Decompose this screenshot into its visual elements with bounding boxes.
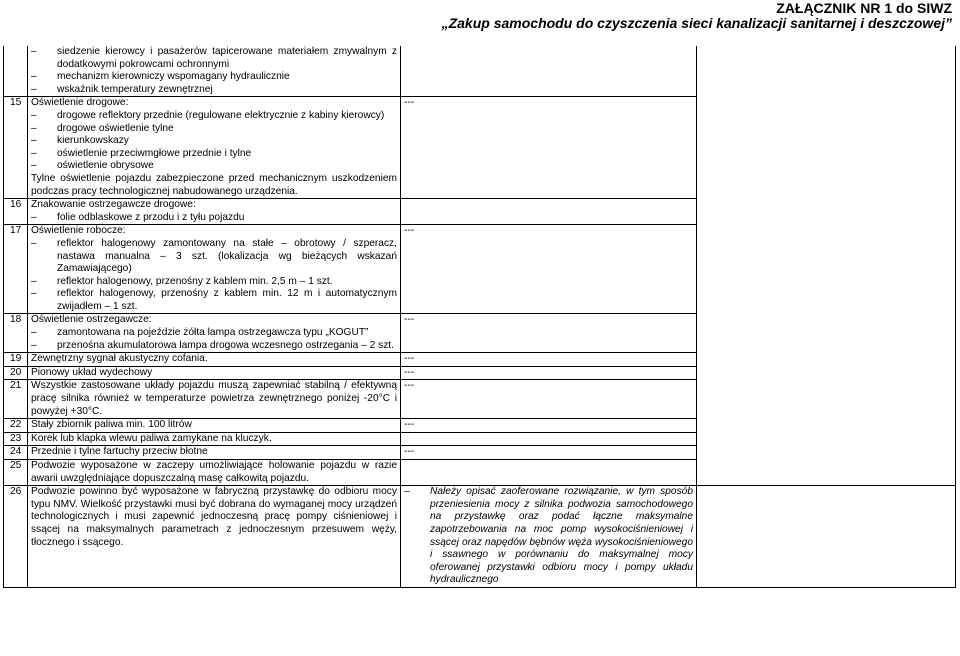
specification-table <box>3 46 956 588</box>
dash-bullet-icon: – <box>31 135 37 147</box>
annex-number: ZAŁĄCZNIK NR 1 do SIWZ <box>776 0 952 16</box>
row-number: 22 <box>4 419 28 433</box>
requirement-title: Przednie i tylne fartuchy przeciw błotne <box>31 446 208 458</box>
requirement-cell <box>28 366 401 380</box>
row-number: 17 <box>4 225 28 314</box>
row-number: 21 <box>4 380 28 419</box>
requirement-title: Znakowanie ostrzegawcze drogowe: <box>31 199 196 211</box>
dash-bullet-icon: – <box>31 109 37 121</box>
row-number <box>4 46 28 97</box>
dash-bullet-icon: – <box>31 339 37 351</box>
row-number: 23 <box>4 432 28 446</box>
dash-bullet-icon: – <box>31 122 37 134</box>
row-number: 24 <box>4 446 28 460</box>
row-number: 15 <box>4 97 28 199</box>
requirement-cell <box>28 97 401 199</box>
requirement-note: Tylne oświetlenie pojazdu zabezpieczone przed mechanicznym uszkodzeniem podczas pracy technologicznej nabudowanego urządzenia. <box>31 172 397 197</box>
offer-cell: --- <box>401 419 697 433</box>
requirement-title: Pionowy układ wydechowy <box>31 366 153 378</box>
table-row <box>4 486 956 588</box>
requirement-title: Oświetlenie ostrzegawcze: <box>31 314 152 326</box>
offer-cell: --- <box>401 353 697 367</box>
requirement-cell <box>28 380 401 419</box>
list-item: – mechanizm kierowniczy wspomagany hydraulicznie <box>31 71 290 83</box>
list-item: – reflektor halogenowy, przenośny z kablem min. 2,5 m – 1 szt. <box>31 275 333 287</box>
dash-bullet-icon: – <box>31 275 37 287</box>
list-item: – Należy opisać zaoferowane rozwiązanie, w tym sposób przeniesienia mocy z silnika podwozia samochodowego na przystawkę oraz podać łączne maksymalne zapotrzebowania na moc pomp wysokociśnieniowej i ssącej oraz napędów bębnów węża wysokociśnieniowego i ssawnego w porównaniu do maksymalnej mocy oferowanej przystawki odbioru mocy i pompy układu hydraulicznego <box>404 486 693 586</box>
requirement-cell <box>28 432 401 446</box>
row-number: 25 <box>4 460 28 486</box>
offer-cell: --- <box>401 366 697 380</box>
dash-bullet-icon: – <box>404 486 410 498</box>
dash-bullet-icon: – <box>31 46 37 57</box>
requirement-title: Korek lub klapka wlewu paliwa zamykane na kluczyk. <box>31 432 272 444</box>
requirement-title: Stały zbiornik paliwa min. 100 litrów <box>31 419 192 431</box>
row-number: 19 <box>4 353 28 367</box>
requirement-title: Oświetlenie drogowe: <box>31 97 129 109</box>
requirement-title: Zewnętrzny sygnał akustyczny cofania. <box>31 353 208 365</box>
remarks-cell <box>697 46 956 486</box>
offer-cell <box>401 460 697 486</box>
offer-cell <box>401 199 697 225</box>
requirement-cell <box>28 353 401 367</box>
requirement-cell <box>28 419 401 433</box>
list-item: – reflektor halogenowy, przenośny z kablem min. 12 m i automatycznym zwijadłem – 1 szt. <box>31 288 397 312</box>
requirement-cell <box>28 486 401 588</box>
row-number: 26 <box>4 486 28 588</box>
offer-cell: --- <box>401 225 697 314</box>
row-number: 20 <box>4 366 28 380</box>
offer-cell: --- <box>401 380 697 419</box>
requirement-cell <box>28 46 401 97</box>
requirement-cell <box>28 225 401 314</box>
offer-cell: --- <box>401 314 697 353</box>
dash-bullet-icon: – <box>31 237 37 249</box>
requirement-cell <box>28 460 401 486</box>
dash-bullet-icon: – <box>31 211 37 223</box>
requirement-title: Podwozie powinno być wyposażone w fabryczną przystawkę do odbioru mocy typu NMV. Wielkość przystawki musi być dobrana do wymaganej mocy urządzeń technologicznych i musi zapewnić jednoczesną pracę pompy ciśnieniowej i ssącej na maksymalnych parametrach z jednoczesnym przesuwem węży, tłocznego i ssącego. <box>31 486 397 548</box>
offer-cell <box>401 432 697 446</box>
dash-bullet-icon: – <box>31 160 37 172</box>
dash-bullet-icon: – <box>31 71 37 83</box>
list-item: – oświetlenie obrysowe <box>31 160 154 172</box>
dash-bullet-icon: – <box>31 83 37 95</box>
offer-cell <box>401 46 697 97</box>
list-item: – zamontowana na pojeździe żółta lampa ostrzegawcza typu „KOGUT” <box>31 327 369 339</box>
dash-bullet-icon: – <box>31 147 37 159</box>
list-item: – folie odblaskowe z przodu i z tyłu pojazdu <box>31 211 245 223</box>
remarks-cell <box>697 486 956 588</box>
dash-bullet-icon: – <box>31 288 37 300</box>
offer-cell: --- <box>401 446 697 460</box>
requirement-cell <box>28 199 401 225</box>
list-item: – drogowe oświetlenie tylne <box>31 122 174 134</box>
list-item: – przenośna akumulatorowa lampa drogowa wczesnego ostrzegania – 2 szt. <box>31 339 394 351</box>
requirement-cell <box>28 446 401 460</box>
list-item: – reflektor halogenowy zamontowany na stałe – obrotowy / szperacz, nastawa manualna – 3 szt. (lokalizacja wg bieżących wskazań Zamawiającego) <box>31 237 397 275</box>
requirement-title: Wszystkie zastosowane układy pojazdu muszą zapewniać stabilną / efektywną pracę silnika również w temperaturze powietrza zewnętrznego poniżej -20°C i powyżej +30°C. <box>31 380 397 417</box>
row-number: 18 <box>4 314 28 353</box>
document-title: „Zakup samochodu do czyszczenia sieci kanalizacji sanitarnej i deszczowej” <box>441 15 952 31</box>
requirement-title: Podwozie wyposażone w zaczepy umożliwiające holowanie pojazdu w razie awarii uwzględniające dopuszczalną masę całkowitą pojazdu. <box>31 460 397 484</box>
row-number: 16 <box>4 199 28 225</box>
requirement-cell <box>28 314 401 353</box>
dash-bullet-icon: – <box>31 327 37 339</box>
requirement-title: Oświetlenie robocze: <box>31 225 126 237</box>
list-item: – siedzenie kierowcy i pasażerów tapicerowane materiałem zmywalnym z dodatkowymi pokrowcami ochronnymi <box>31 46 397 70</box>
list-item: – kierunkowskazy <box>31 135 129 147</box>
table-row <box>4 46 956 97</box>
offer-cell <box>401 486 697 588</box>
list-item: – oświetlenie przeciwmgłowe przednie i tylne <box>31 147 252 159</box>
list-item: – wskaźnik temperatury zewnętrznej <box>31 83 213 95</box>
list-item: – drogowe reflektory przednie (regulowane elektrycznie z kabiny kierowcy) <box>31 109 385 121</box>
offer-cell: --- <box>401 97 697 199</box>
